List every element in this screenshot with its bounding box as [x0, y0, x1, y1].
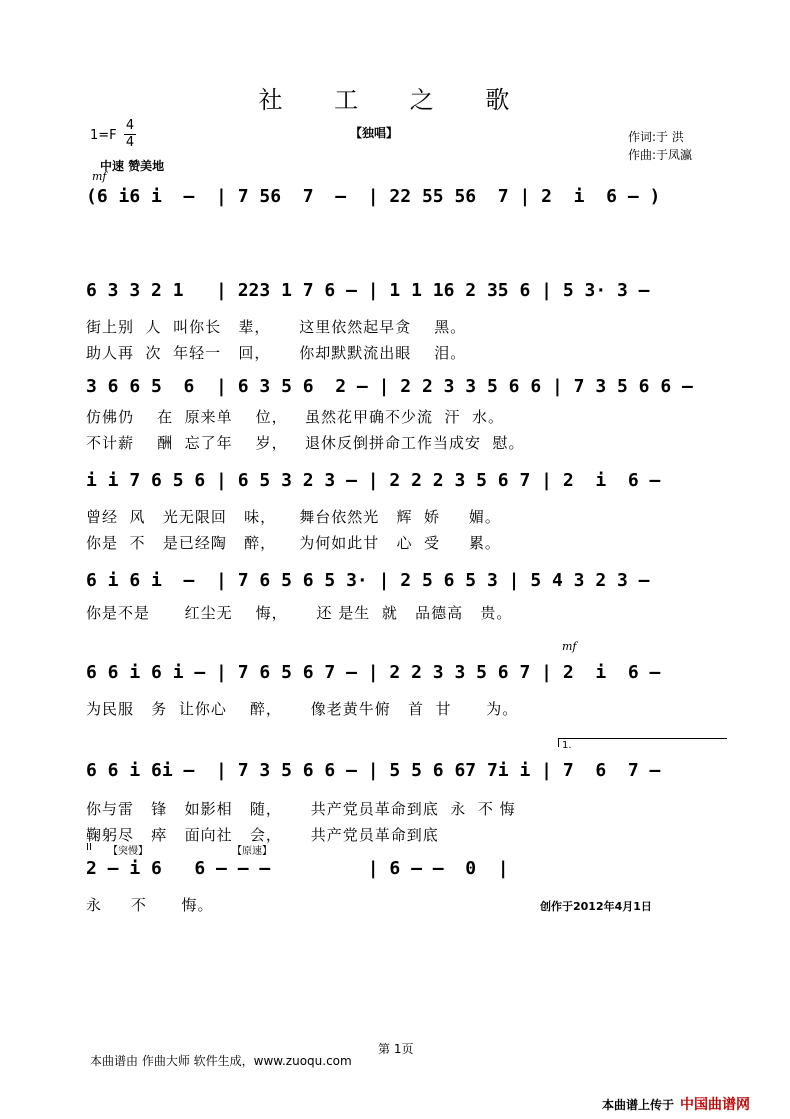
site-logo: 中国曲谱网: [680, 1097, 750, 1113]
score-row-1: [86, 272, 726, 362]
lyric-line-verse1: 你与雷 锋 如影相 随， 共产党员革命到底 永 不 悔: [86, 800, 516, 818]
score-row-3: [86, 462, 726, 552]
volta-label: 1.: [562, 740, 572, 751]
lyric-line: 永 不 悔。: [86, 896, 214, 914]
lyric-line-verse1: 街上别 人 叫你长 辈， 这里依然起早贪 黑。: [86, 318, 467, 336]
part-two-mark: II: [86, 842, 92, 853]
creation-date: 创作于2012年4月1日: [540, 900, 652, 913]
volta-bracket: [558, 738, 727, 747]
notation-line: 6 3 3 2 1 | 223 1 7 6 – | 1 1 16 2 35 6 | 5 3· 3 –: [86, 280, 650, 301]
notation-line: 3 6 6 5 6 | 6 3 5 6 2 – | 2 2 3 3 5 6 6 | 7 3 5 6 6 –: [86, 376, 693, 397]
lyric-line-verse1: 仿佛仍 在 原来单 位， 虽然花甲确不少流 汗 水。: [86, 408, 505, 426]
key-signature: 1=F: [90, 128, 117, 143]
tempo-change-slow: 【突慢】: [108, 846, 148, 857]
score-row-4: [86, 562, 726, 622]
song-title: 社 工 之 歌: [258, 86, 532, 114]
lyric-line-verse2: 你是 不 是已经陶 醉， 为何如此甘 心 受 累。: [86, 534, 501, 552]
dynamic-mark: mf: [92, 170, 107, 183]
upload-note: 本曲谱上传于: [602, 1098, 675, 1112]
time-signature: [122, 118, 138, 151]
time-sig-top: 4: [125, 118, 135, 133]
time-sig-bottom: 4: [125, 135, 135, 150]
lyric-line: 为民服 务 让你心 醉， 像老黄牛俯 首 甘 为。: [86, 700, 519, 718]
tempo-marking: 中速 赞美地: [100, 159, 165, 173]
performance-type: 【独唱】: [350, 126, 399, 140]
lyric-line-verse2: 不计薪 酬 忘了年 岁， 退休反倒拼命工作当成安 慰。: [86, 434, 525, 452]
lyric-line: 你是不是 红尘无 悔， 还 是生 就 品德高 贵。: [86, 604, 513, 622]
page-number: 第 1页: [378, 1042, 414, 1056]
notation-line: i i 7 6 5 6 | 6 5 3 2 3 – | 2 2 2 3 5 6 7 | 2 i 6 –: [86, 470, 661, 491]
score-row-6: [86, 752, 726, 844]
notation-line: 6 i 6 i – | 7 6 5 6 5 3· | 2 5 6 5 3 | 5 4 3 2 3 –: [86, 570, 650, 591]
notation-line: 6 6 i 6i – | 7 3 5 6 6 – | 5 5 6 67 7i i | 7 6 7 –: [86, 760, 661, 781]
lyric-line-verse2: 助人再 次 年轻一 回， 你却默默流出眼 泪。: [86, 344, 467, 362]
notation-line: (6 i6 i – | 7 56 7 – | 22 55 56 7 | 2 i 6 – ): [86, 186, 661, 207]
lyric-line-verse2: 鞠躬尽 瘁 面向社 会， 共产党员革命到底: [86, 826, 439, 844]
notation-line: 6 6 i 6 i – | 7 6 5 6 7 – | 2 2 3 3 5 6 7 | 2 i 6 –: [86, 662, 661, 683]
generator-footer: 本曲谱由 作曲大师 软件生成，www.zuoqu.com: [90, 1054, 352, 1068]
lyricist-credit: 作词:于 洪: [628, 130, 684, 144]
notation-line: 2 – i 6 6 – – – | 6 – – 0 |: [86, 858, 509, 879]
composer-credit: 作曲:于凤瀛: [628, 148, 693, 162]
score-row-2: [86, 368, 726, 452]
tempo-change-original: 【原速】: [232, 846, 272, 857]
score-row-intro: [86, 178, 726, 218]
dynamic-mark-2: mf: [562, 640, 577, 653]
score-row-5: [86, 654, 726, 718]
lyric-line-verse1: 曾经 风 光无限回 味， 舞台依然光 辉 娇 媚。: [86, 508, 501, 526]
